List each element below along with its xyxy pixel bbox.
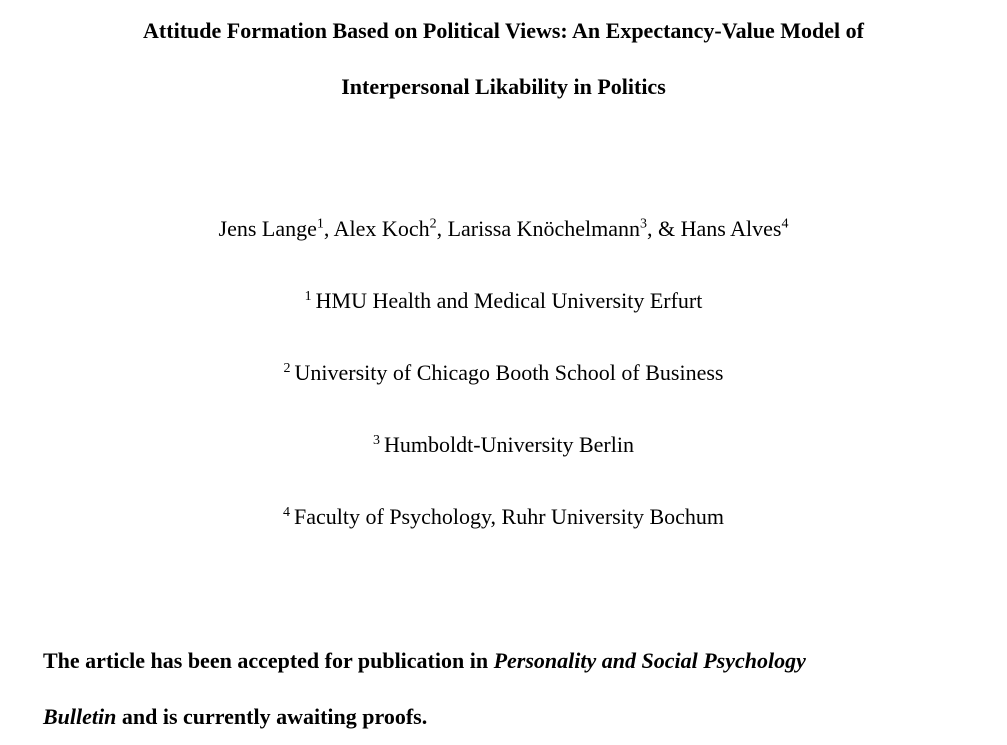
publication-note-text: The article has been accepted for publication in — [43, 648, 494, 673]
publication-note-text: and is currently awaiting proofs. — [116, 704, 428, 729]
journal-name-continued: Bulletin — [43, 704, 117, 729]
author-superscript: 2 — [429, 216, 437, 232]
affiliation-superscript: 4 — [283, 504, 290, 520]
author-separator: , — [323, 216, 334, 241]
affiliation-2 — [0, 362, 1007, 384]
author-name: Larissa Knöchelmann — [447, 216, 641, 241]
author-list — [0, 218, 1007, 240]
paper-title-line-1: Attitude Formation Based on Political Views: An Expectancy-Value Model of — [143, 18, 864, 43]
journal-name: Personality and Social Psychology — [493, 648, 806, 673]
affiliation-name: Humboldt-University Berlin — [384, 432, 634, 457]
author-name: Alex Koch — [333, 216, 430, 241]
affiliation-3 — [0, 434, 1007, 456]
affiliation-superscript: 2 — [283, 360, 291, 376]
paper-title-line-2: Interpersonal Likability in Politics — [341, 74, 666, 99]
publication-note-line-2 — [43, 706, 427, 728]
author-superscript: 3 — [640, 216, 648, 232]
author-superscript: 4 — [781, 216, 789, 232]
author-superscript: 1 — [316, 216, 324, 232]
affiliation-name: University of Chicago Booth School of Business — [294, 360, 724, 385]
publication-note-line-1 — [43, 650, 806, 672]
author-separator: , — [436, 216, 448, 241]
author-name: Hans Alves — [680, 216, 782, 241]
author-name: Jens Lange — [218, 216, 317, 241]
affiliation-4 — [0, 506, 1007, 528]
affiliation-1 — [0, 290, 1007, 312]
affiliation-name: Faculty of Psychology, Ruhr University Bochum — [294, 504, 724, 529]
affiliation-superscript: 3 — [373, 432, 381, 448]
author-separator: , & — [647, 216, 681, 241]
affiliation-name: HMU Health and Medical University Erfurt — [315, 288, 703, 313]
affiliation-superscript: 1 — [304, 288, 312, 304]
